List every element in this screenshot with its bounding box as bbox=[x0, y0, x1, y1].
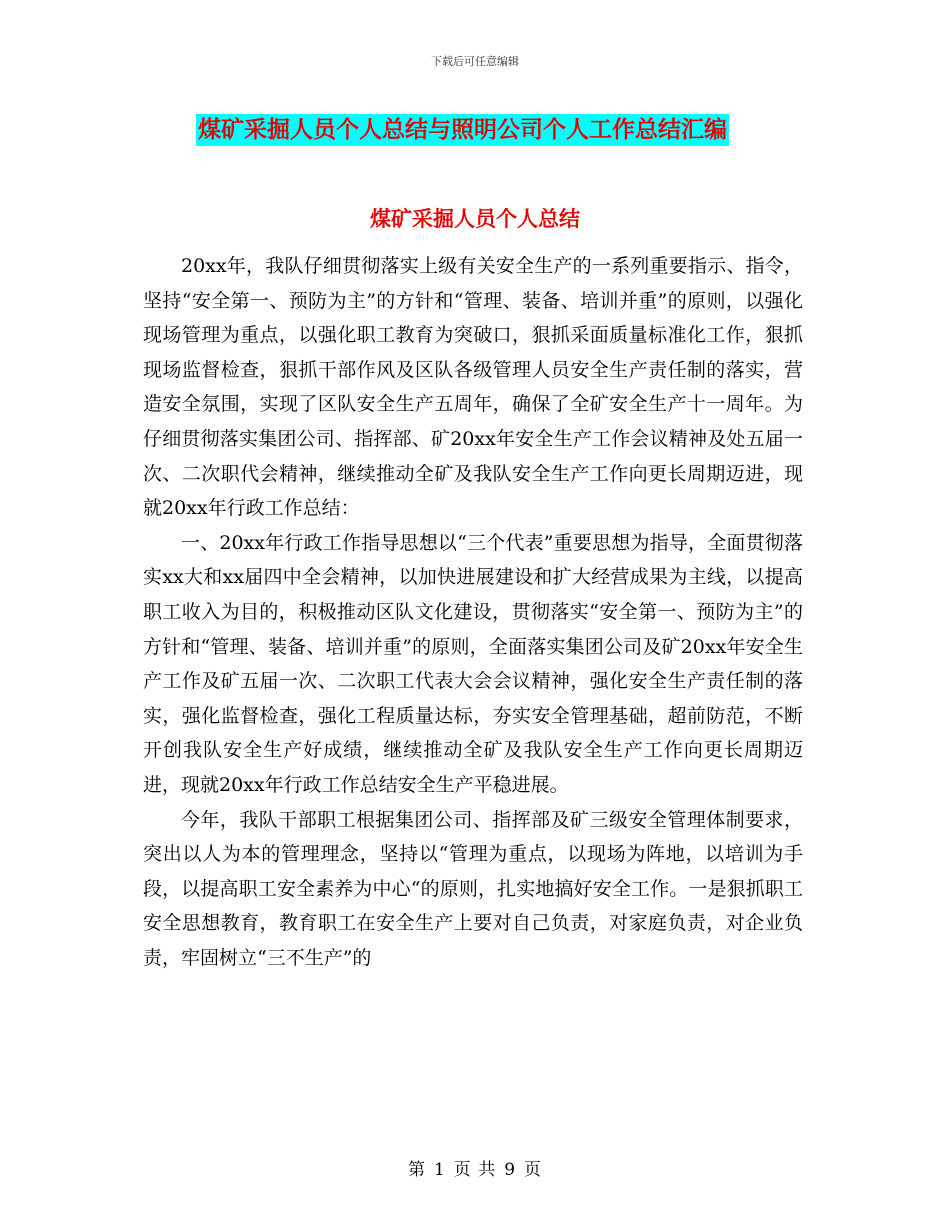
main-title: 煤矿采掘人员个人总结与照明公司个人工作总结汇编 bbox=[198, 117, 727, 143]
footer-middle: 页 共 bbox=[453, 1160, 497, 1180]
main-title-highlight bbox=[196, 114, 729, 146]
paragraph: 20xx年，我队仔细贯彻落实上级有关安全生产的一系列重要指示、指令，坚持“安全第一、预防为主”的方针和“管理、装备、培训并重”的原则，以强化现场管理为重点，以强化职工教育为突破口，狠抓采面质量标准化工作，狠抓现场监督检查，狠抓干部作风及区队各级管理人员安全生产责任制的落实，营造安全氛围，实现了区队安全生产五周年，确保了全矿安全生产十一周年。为仔细贯彻落实集团公司、指挥部、矿20xx年安全生产工作会议精神及处五届一次、二次职代会精神，继续推动全矿及我队安全生产工作向更长周期迈进，现就20xx年行政工作总结： bbox=[143, 255, 803, 520]
footer-suffix: 页 bbox=[524, 1160, 543, 1180]
paragraph: 今年，我队干部职工根据集团公司、指挥部及矿三级安全管理体制要求，突出以人为本的管理理念，坚持以“管理为重点，以现场为阵地，以培训为手段，以提高职工安全素养为中心“的原则，扎实地搞好安全工作。一是狠抓职工安全思想教育，教育职工在安全生产上要对自己负责，对家庭负责，对企业负责，牢固树立“三不生产”的 bbox=[143, 808, 803, 969]
page-footer bbox=[0, 1155, 950, 1180]
footer-total-pages: 9 bbox=[504, 1160, 517, 1180]
footer-page-number: 1 bbox=[433, 1160, 446, 1180]
header-note: 下载后可任意编辑 bbox=[431, 55, 519, 68]
paragraph: 一、20xx年行政工作指导思想以“三个代表”重要思想为指导，全面贯彻落实xx大和xx届四中全会精神，以加快进展建设和扩大经营成果为主线，以提高职工收入为目的，积极推动区队文化建设，贯彻落实“安全第一、预防为主”的方针和“管理、装备、培训并重”的原则，全面落实集团公司及矿20xx年安全生产工作及矿五届一次、二次职工代表大会会议精神，强化安全生产责任制的落实，强化监督检查，强化工程质量达标，夯实安全管理基础，超前防范，不断开创我队安全生产好成绩，继续推动全矿及我队安全生产工作向更长周期迈进，现就20xx年行政工作总结安全生产平稳进展。 bbox=[143, 531, 803, 796]
section-title: 煤矿采掘人员个人总结 bbox=[370, 207, 580, 231]
footer-prefix: 第 bbox=[407, 1160, 426, 1180]
document-body bbox=[143, 249, 803, 975]
